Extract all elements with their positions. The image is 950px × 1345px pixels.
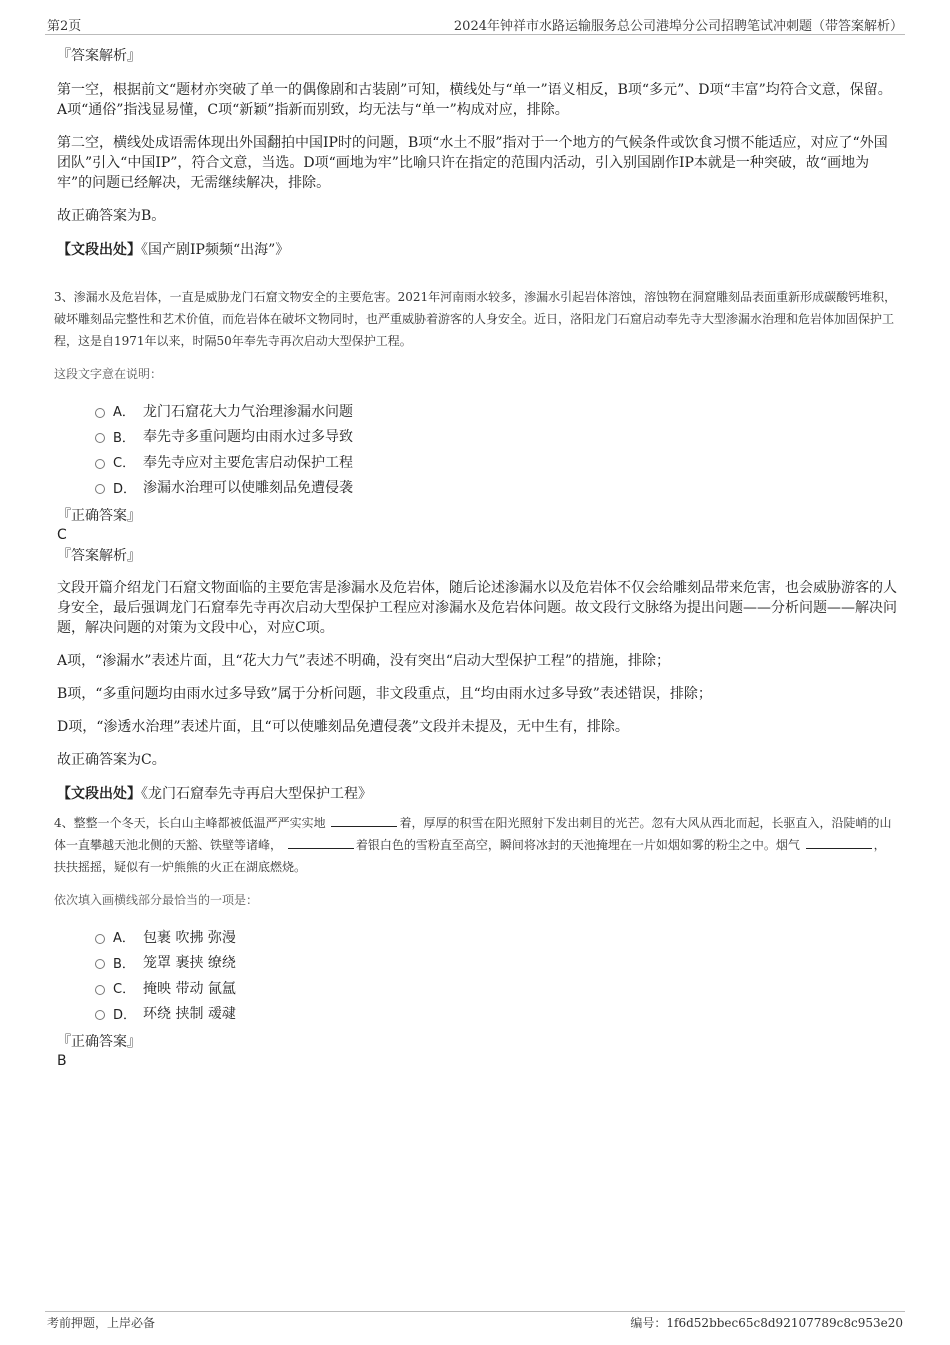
radio-icon[interactable] [95, 1010, 105, 1020]
q4-prompt: 依次填入画横线部分最恰当的一项是： [54, 893, 259, 907]
radio-icon[interactable] [95, 459, 105, 469]
q2-source-label: 【文段出处】 [57, 242, 141, 258]
q4-option-d[interactable]: D． 环绕 挟制 叆叇 [95, 1001, 897, 1027]
q3-analysis-paragraph: D项，“渗透水治理”表述片面，且“可以使雕刻品免遭侵袭”文段并未提及，无中生有，排除。 [57, 719, 629, 735]
q2-analysis-paragraph: 第一空，根据前文“题材亦突破了单一的偶像剧和古装剧”可知，横线处与“单一”语义相反，B项“多元”、D项“丰富”均符合文意，保留。A项“通俗”指浅显易懂，C项“新颖”指新而别致，均无法与“单一”构成对应，排除。 [57, 82, 892, 118]
radio-icon[interactable] [95, 433, 105, 443]
q3-question: 3、渗漏水及危岩体，一直是威胁龙门石窟文物安全的主要危害。2021年河南雨水较多，渗漏水引起岩体溶蚀，溶蚀物在洞窟雕刻品表面重新形成碳酸钙堆积，破坏雕刻品完整性和艺术价值，而危岩体在破坏文物同时，也严重威胁着游客的人身安全。近日，洛阳龙门石窟启动奉先寺大型渗漏水治理和危岩体加固保护工程，这是自1971年以来，时隔50年奉先寺再次启动大型保护工程。 [54, 290, 897, 348]
page-header [45, 13, 905, 35]
page-footer [45, 1311, 905, 1330]
q2-conclusion: 故正确答案为B。 [57, 208, 166, 224]
q4-option-c[interactable]: C． 掩映 带动 氤氲 [95, 975, 897, 1001]
q3-answer: C [57, 527, 67, 543]
q3-source-title: 《龙门石窟奉先寺再启大型保护工程》 [141, 786, 372, 802]
q3-source [57, 784, 897, 804]
radio-icon[interactable] [95, 985, 105, 995]
q3-prompt: 这段文字意在说明： [54, 367, 163, 381]
radio-icon[interactable] [95, 408, 105, 418]
q3-option-d[interactable]: D． 渗漏水治理可以使雕刻品免遭侵袭 [95, 475, 897, 501]
q2-analysis-label: 『答案解析』 [57, 48, 141, 64]
q3-option-a[interactable]: A． 龙门石窟花大力气治理渗漏水问题 [95, 398, 897, 424]
q3-analysis-paragraph: A项，“渗漏水”表述片面，且“花大力气”表述不明确，没有突出“启动大型保护工程”的措施，排除； [57, 653, 671, 669]
q3-options [95, 398, 897, 500]
radio-icon[interactable] [95, 934, 105, 944]
fill-blank [288, 838, 354, 849]
q3-option-c[interactable]: C． 奉先寺应对主要危害启动保护工程 [95, 449, 897, 475]
document-body [54, 46, 897, 1070]
radio-icon[interactable] [95, 484, 105, 494]
q2-analysis-paragraph: 第二空，横线处成语需体现出外国翻拍中国IP时的问题，B项“水土不服”指对于一个地方的气候条件或饮食习惯不能适应，对应了“外国团队”引入“中国IP”，符合文意，当选。D项“画地为牢”比喻只许在指定的范围内活动，引入别国剧作IP本就是一种突破，故“画地为牢”的问题已经解决，无需继续解决，排除。 [57, 135, 888, 191]
q4-option-a[interactable]: A． 包裹 吹拂 弥漫 [95, 924, 897, 950]
q4-option-b[interactable]: B． 笼罩 裹挟 缭绕 [95, 950, 897, 976]
q4-answer: B [57, 1053, 67, 1069]
q3-option-b[interactable]: B． 奉先寺多重问题均由雨水过多导致 [95, 424, 897, 450]
fill-blank [806, 838, 872, 849]
page-number: 第2页 [47, 19, 82, 34]
footer-slogan: 考前押题，上岸必备 [47, 1316, 156, 1330]
document-title: 2024年钟祥市水路运输服务总公司港埠分公司招聘笔试冲刺题（带答案解析） [453, 19, 903, 34]
q4-question: 4、整整一个冬天，长白山主峰都被低温严严实实地 着，厚厚的积雪在阳光照射下发出刺目的光芒。忽有大风从西北而起，长驱直入，沿陡峭的山体一直攀越天池北侧的天豁、铁壁等诸峰， 着银白色的雪粉直至高空，瞬间将冰封的天池掩埋在一片如烟如雾的粉尘之中。烟气 ，扶扶摇摇，疑似有一炉熊熊的火正在湖底燃烧。 [54, 816, 892, 874]
q3-analysis-label: 『答案解析』 [57, 548, 141, 564]
q3-analysis-paragraph: B项，“多重问题均由雨水过多导致”属于分析问题，非文段重点，且“均由雨水过多导致”表述错误，排除； [57, 686, 712, 702]
radio-icon[interactable] [95, 959, 105, 969]
q4-options [95, 924, 897, 1026]
q3-analysis-paragraph: 文段开篇介绍龙门石窟文物面临的主要危害是渗漏水及危岩体，随后论述渗漏水以及危岩体不仅会给雕刻品带来危害，也会威胁游客的人身安全，最后强调龙门石窟奉先寺再次启动大型保护工程应对渗漏水及危岩体问题。故文段行文脉络为提出问题——分析问题——解决问题，解决问题的对策为文段中心，对应C项。 [57, 580, 897, 636]
q3-source-label: 【文段出处】 [57, 786, 141, 802]
document-code: 编号：1f6d52bbec65c8d92107789c8c953e20 [630, 1316, 903, 1330]
q3-conclusion: 故正确答案为C。 [57, 752, 166, 768]
q3-answer-label: 『正确答案』 [57, 508, 141, 524]
q2-source [57, 240, 897, 260]
q4-answer-label: 『正确答案』 [57, 1034, 141, 1050]
q2-source-title: 《国产剧IP频频“出海”》 [141, 242, 290, 258]
fill-blank [331, 816, 397, 827]
